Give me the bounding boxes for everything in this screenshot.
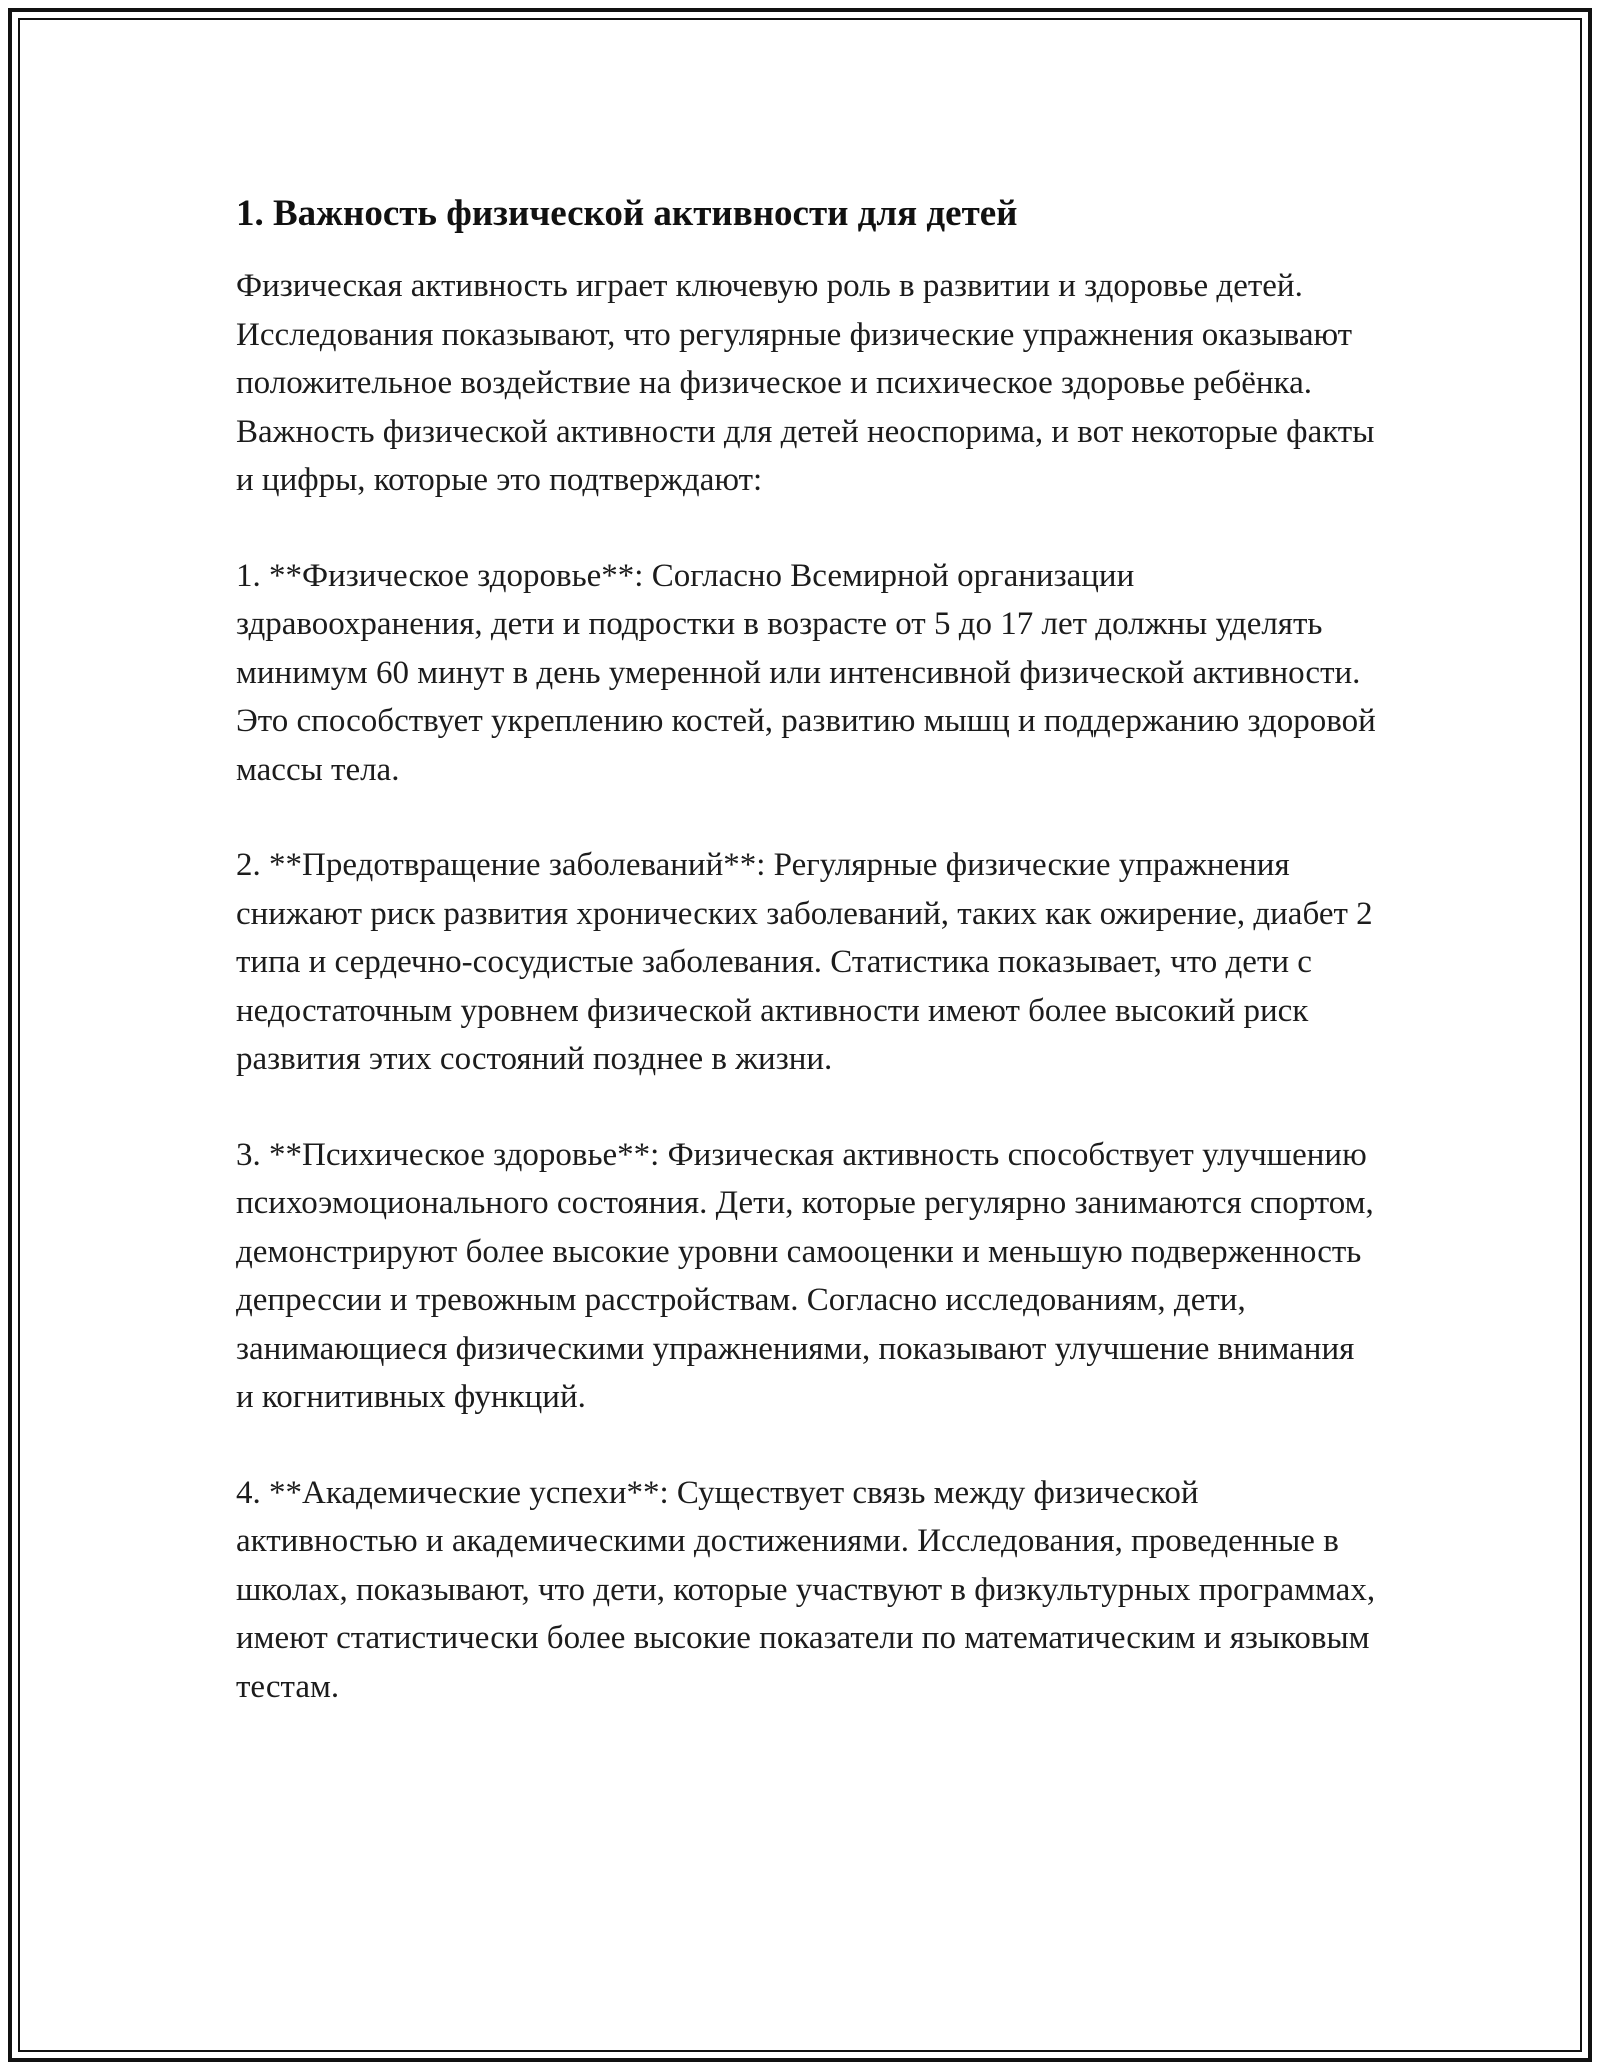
point-academic-success: 4. **Академические успехи**: Существует связь между физической активностью и академическими достижениями. Исследования, проведенные в школах, показывают, что дети, которые участвуют в физкультурных программах, имеют статистически более высокие показатели по математическим и языковым тестам.: [236, 1474, 1376, 1705]
section-heading: 1. Важность физической активности для детей: [236, 193, 1018, 234]
intro-paragraph: Физическая активность играет ключевую роль в развитии и здоровье детей. Исследования показывают, что регулярные физические упражнения оказывают положительное воздействие на физическое и психическое здоровье ребёнка. Важность физической активности для детей неоспорима, и вот некоторые факты и цифры, которые это подтверждают:: [236, 268, 1375, 498]
document-body: [236, 186, 1376, 1711]
point-disease-prevention: 2. **Предотвращение заболеваний**: Регулярные физические упражнения снижают риск развития хронических заболеваний, таких как ожирение, диабет 2 типа и сердечно-сосудистые заболевания. Статистика показывает, что дети с недостаточным уровнем физической активности имеют более высокий риск развития этих состояний позднее в жизни.: [236, 847, 1373, 1077]
point-mental-health: 3. **Психическое здоровье**: Физическая активность способствует улучшению психоэмоционального состояния. Дети, которые регулярно занимаются спортом, демонстрируют более высокие уровни самооценки и меньшую подверженность депрессии и тревожным расстройствам. Согласно исследованиям, дети, занимающиеся физическими упражнениями, показывают улучшение внимания и когнитивных функций.: [236, 1136, 1374, 1415]
point-physical-health: 1. **Физическое здоровье**: Согласно Всемирной организации здравоохранения, дети и подростки в возрасте от 5 до 17 лет должны уделять минимум 60 минут в день умеренной или интенсивной физической активности. Это способствует укреплению костей, развитию мышц и поддержанию здоровой массы тела.: [236, 557, 1376, 788]
